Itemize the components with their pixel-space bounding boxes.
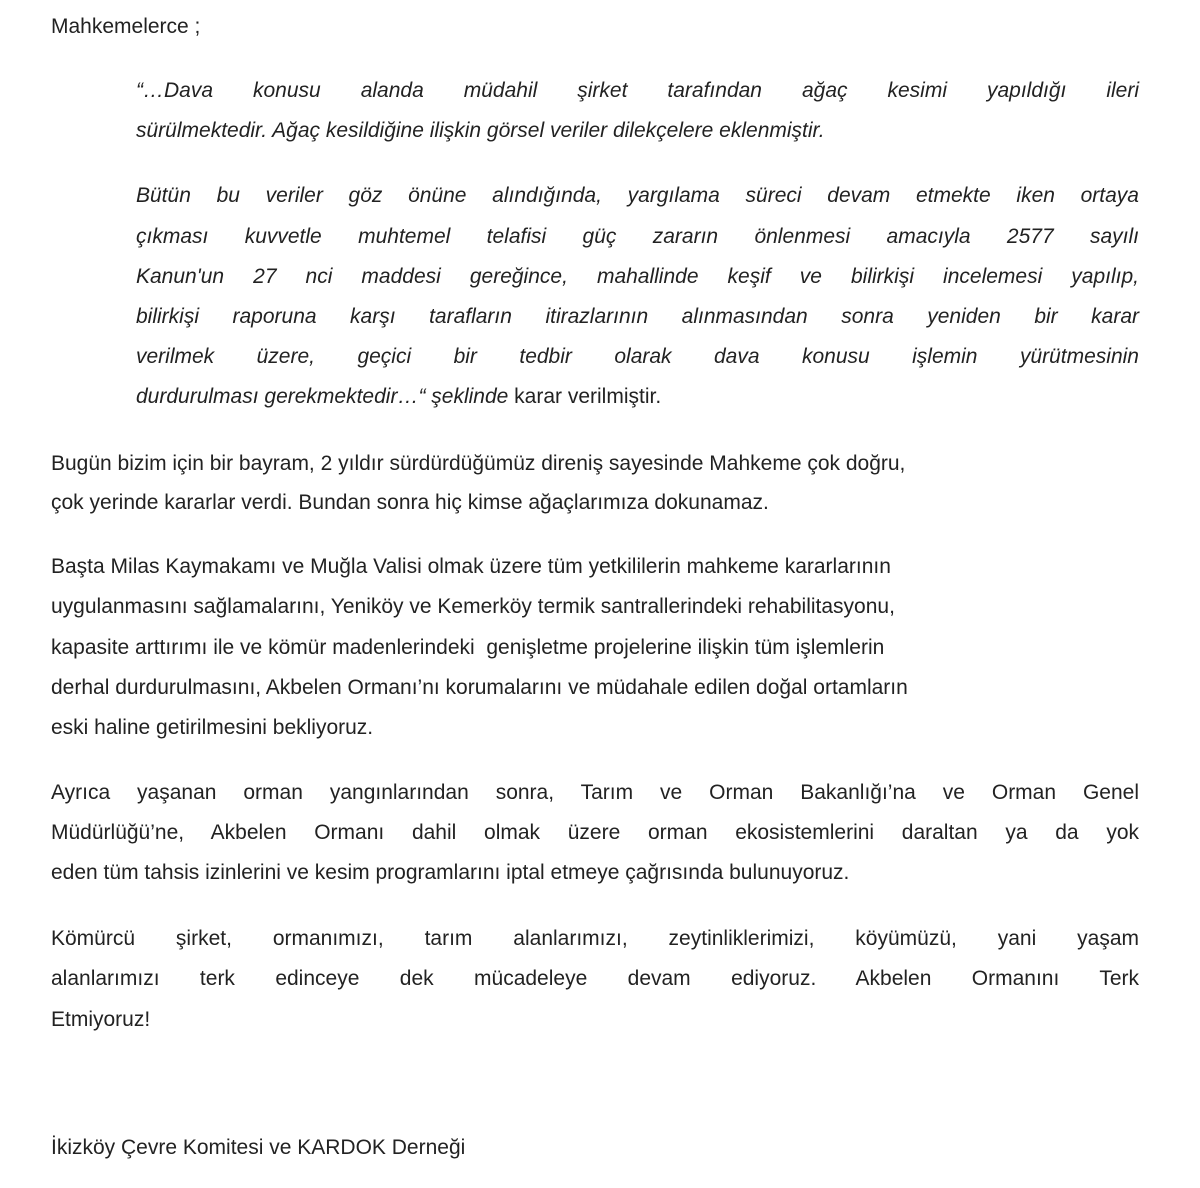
quote-line: Kanun'un 27 nci maddesi gereğince, mahallinde keşif ve bilirkişi incelemesi yapılıp, [136,265,1139,288]
paragraph-line: Bugün bizim için bir bayram, 2 yıldır sürdürdüğümüz direniş sayesinde Mahkeme çok doğru, [51,452,906,475]
paragraph-line: Kömürcü şirket, ormanımızı, tarım alanlarımızı, zeytinliklerimizi, köyümüzü, yani yaşam [51,927,1139,950]
paragraph-line: Başta Milas Kaymakamı ve Muğla Valisi olmak üzere tüm yetkililerin mahkeme kararlarının [51,555,891,578]
quote-closing-italic: durdurulması gerekmektedir…“ şeklinde [136,385,509,408]
quote-last-line [136,383,661,411]
paragraph-line: alanlarımızı terk edinceye dek mücadeleye devam ediyoruz. Akbelen Ormanını Terk [51,967,1139,990]
decision-statement: karar verilmiştir. [508,385,662,408]
quote-line: çıkması kuvvetle muhtemel telafisi güç zararın önlenmesi amacıyla 2577 sayılı [136,225,1139,248]
quote-line: Bütün bu veriler göz önüne alındığında, yargılama süreci devam etmekte iken ortaya [136,184,1139,207]
paragraph-line: kapasite arttırımı ile ve kömür madenlerindeki genişletme projelerine ilişkin tüm işlemlerin [51,636,885,659]
salutation: Mahkemelerce ; [51,15,201,38]
paragraph-line: derhal durdurulmasını, Akbelen Ormanı’nı korumalarını ve müdahale edilen doğal ortamların [51,676,908,699]
paragraph-line: uygulanmasını sağlamalarını, Yeniköy ve Kemerköy termik santrallerindeki rehabilitasyonu, [51,595,895,618]
paragraph-line: Müdürlüğü’ne, Akbelen Ormanı dahil olmak üzere orman ekosistemlerini daraltan ya da yok [51,821,1139,844]
paragraph-line: Etmiyoruz! [51,1008,151,1031]
signature: İkizköy Çevre Komitesi ve KARDOK Derneği [51,1136,466,1159]
quote-line: bilirkişi raporuna karşı tarafların itirazlarının alınmasından sonra yeniden bir karar [136,305,1139,328]
paragraph-line: eski haline getirilmesini bekliyoruz. [51,716,374,739]
quote-line: verilmek üzere, geçici bir tedbir olarak dava konusu işlemin yürütmesinin [136,345,1139,368]
quote-line: sürülmektedir. Ağaç kesildiğine ilişkin görsel veriler dilekçelere eklenmiştir. [136,119,825,142]
quote-line: “…Dava konusu alanda müdahil şirket tarafından ağaç kesimi yapıldığı ileri [136,79,1139,102]
paragraph-line: Ayrıca yaşanan orman yangınlarından sonra, Tarım ve Orman Bakanlığı’na ve Orman Genel [51,781,1139,804]
paragraph-line: çok yerinde kararlar verdi. Bundan sonra hiç kimse ağaçlarımıza dokunamaz. [51,491,769,514]
paragraph-line: eden tüm tahsis izinlerini ve kesim programlarını iptal etmeye çağrısında bulunuyoruz. [51,861,850,884]
